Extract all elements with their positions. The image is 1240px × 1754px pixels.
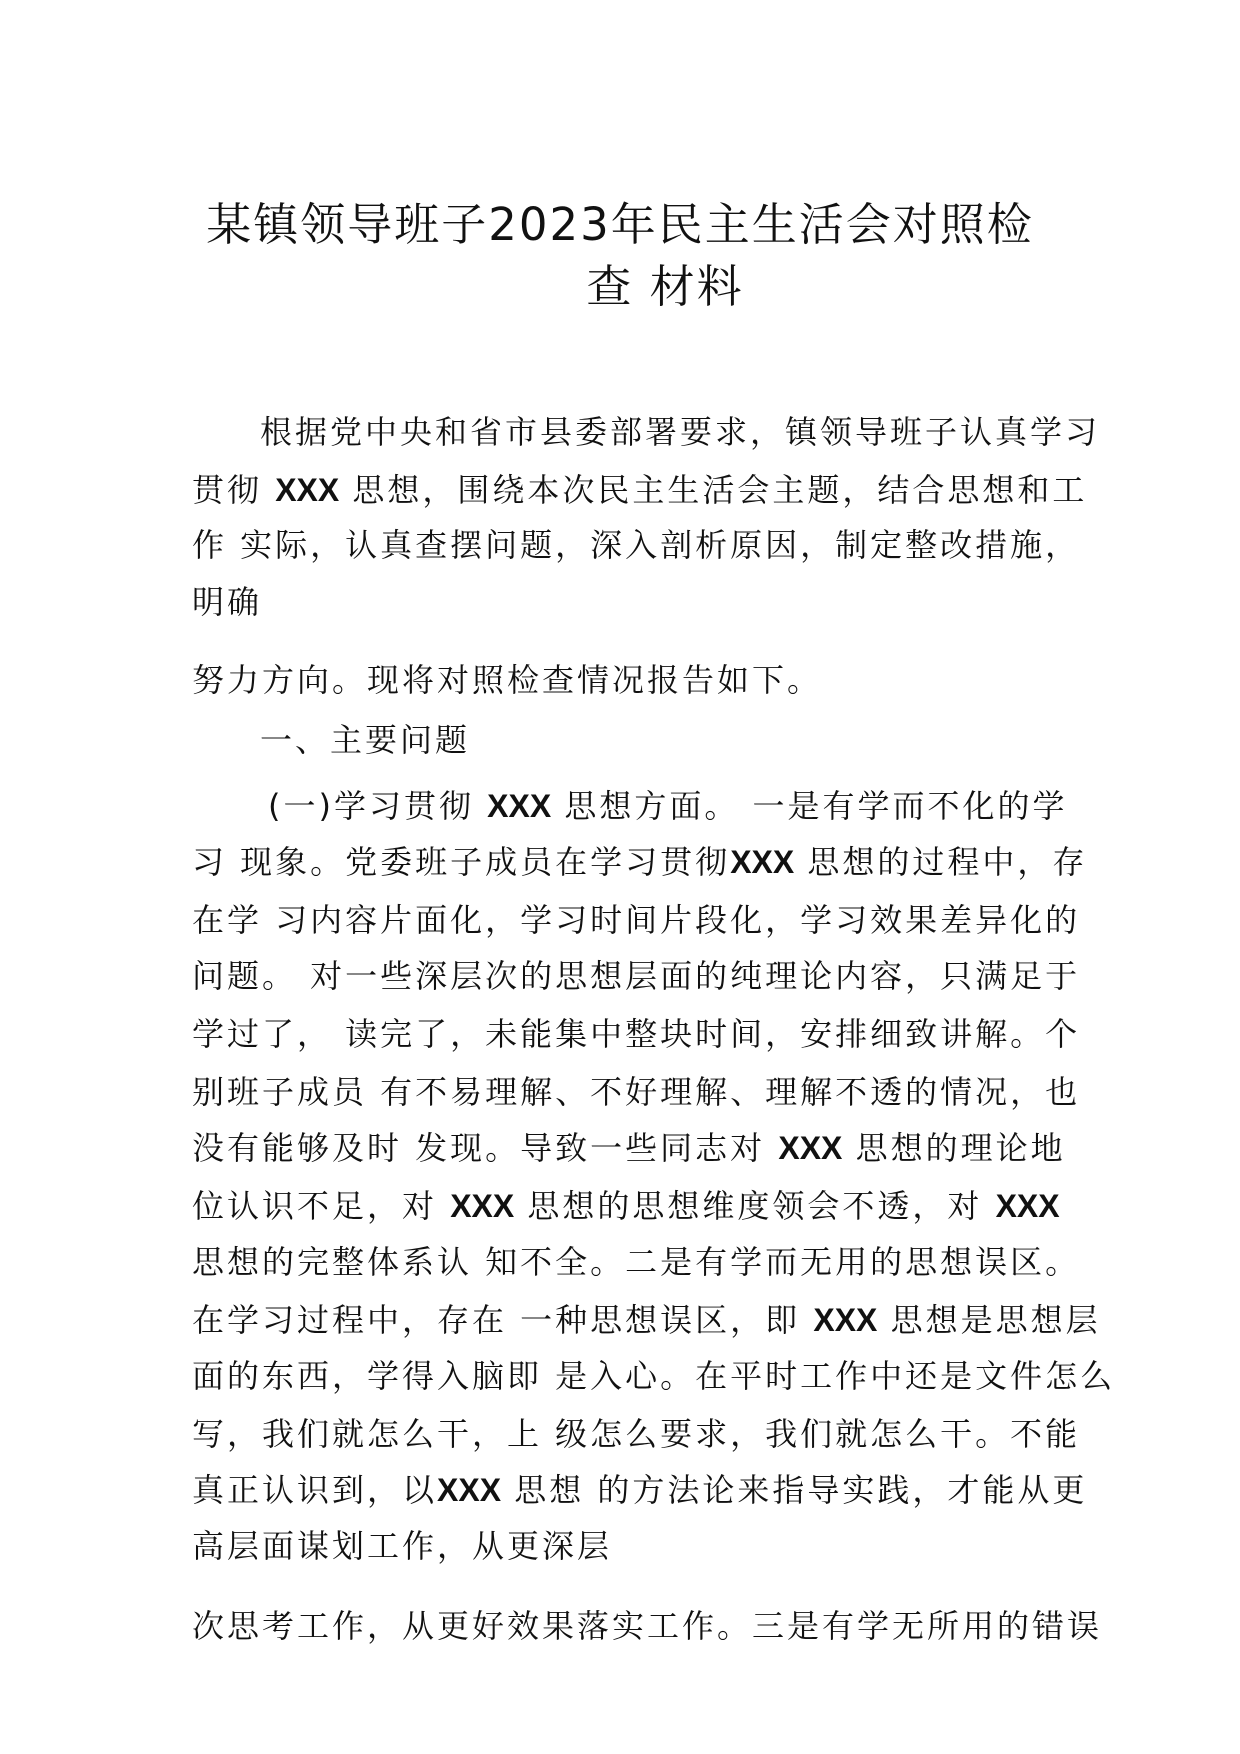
paragraph-line: 问题。 对一些深层次的思想层面的纯理论内容，只满足于 bbox=[192, 957, 1081, 995]
paragraph-line: 面的东西，学得入脑即 是入心。在平时工作中还是文件怎么 bbox=[192, 1357, 1116, 1395]
placeholder-term: XXX bbox=[275, 472, 340, 508]
paragraph-line: 真正认识到，以XXX 思想 的方法论来指导实践，才能从更 bbox=[192, 1471, 1088, 1509]
paragraph-line: 在学习过程中，存在 一种思想误区，即 XXX 思想是思想层 bbox=[192, 1301, 1101, 1339]
paragraph-line: 学过了， 读完了，未能集中整块时间，安排细致讲解。个 bbox=[192, 1015, 1081, 1053]
placeholder-term: XXX bbox=[778, 1130, 843, 1166]
paragraph-line: 没有能够及时 发现。导致一些同志对 XXX 思想的理论地 bbox=[192, 1129, 1066, 1167]
placeholder-term: XXX bbox=[437, 1472, 502, 1508]
paragraph-line: 习 现象。党委班子成员在学习贯彻XXX 思想的过程中，存 bbox=[192, 843, 1088, 881]
paragraph-line: 高层面谋划工作，从更深层 bbox=[192, 1527, 613, 1565]
placeholder-term: XXX bbox=[995, 1188, 1060, 1224]
placeholder-term: XXX bbox=[813, 1302, 878, 1338]
paragraph-line: 根据党中央和省市县委部署要求，镇领导班子认真学习 bbox=[260, 413, 1101, 451]
document-title-line-1: 某镇领导班子2023年民主生活会对照检 bbox=[206, 198, 1034, 251]
section-heading: 一、主要问题 bbox=[260, 721, 471, 759]
paragraph-line: 写，我们就怎么干，上 级怎么要求，我们就怎么干。不能 bbox=[192, 1415, 1081, 1453]
paragraph-line: 别班子成员 有不易理解、不好理解、理解不透的情况，也 bbox=[192, 1073, 1081, 1111]
placeholder-term: XXX bbox=[450, 1188, 515, 1224]
placeholder-term: XXX bbox=[487, 788, 552, 824]
paragraph-line: 作 实际，认真查摆问题，深入剖析原因，制定整改措施， bbox=[192, 526, 1081, 564]
paragraph-line: 在学 习内容片面化，学习时间片段化，学习效果差异化的 bbox=[192, 901, 1081, 939]
subsection-line: (一)学习贯彻 XXX 思想方面。 一是有学而不化的学 bbox=[268, 787, 1068, 825]
placeholder-term: XXX bbox=[730, 844, 795, 880]
paragraph-line: 贯彻 XXX 思想，围绕本次民主生活会主题，结合思想和工 bbox=[192, 471, 1088, 509]
paragraph-line: 思想的完整体系认 知不全。二是有学而无用的思想误区。 bbox=[192, 1243, 1081, 1281]
paragraph-line: 次思考工作，从更好效果落实工作。三是有学无所用的错误 bbox=[192, 1607, 1103, 1645]
paragraph-line: 位认识不足，对 XXX 思想的思想维度领会不透，对 XXX bbox=[192, 1187, 1060, 1225]
paragraph-line: 努力方向。现将对照检查情况报告如下。 bbox=[192, 661, 823, 699]
paragraph-line: 明确 bbox=[192, 583, 263, 621]
document-title-line-2: 查 材料 bbox=[586, 260, 744, 313]
